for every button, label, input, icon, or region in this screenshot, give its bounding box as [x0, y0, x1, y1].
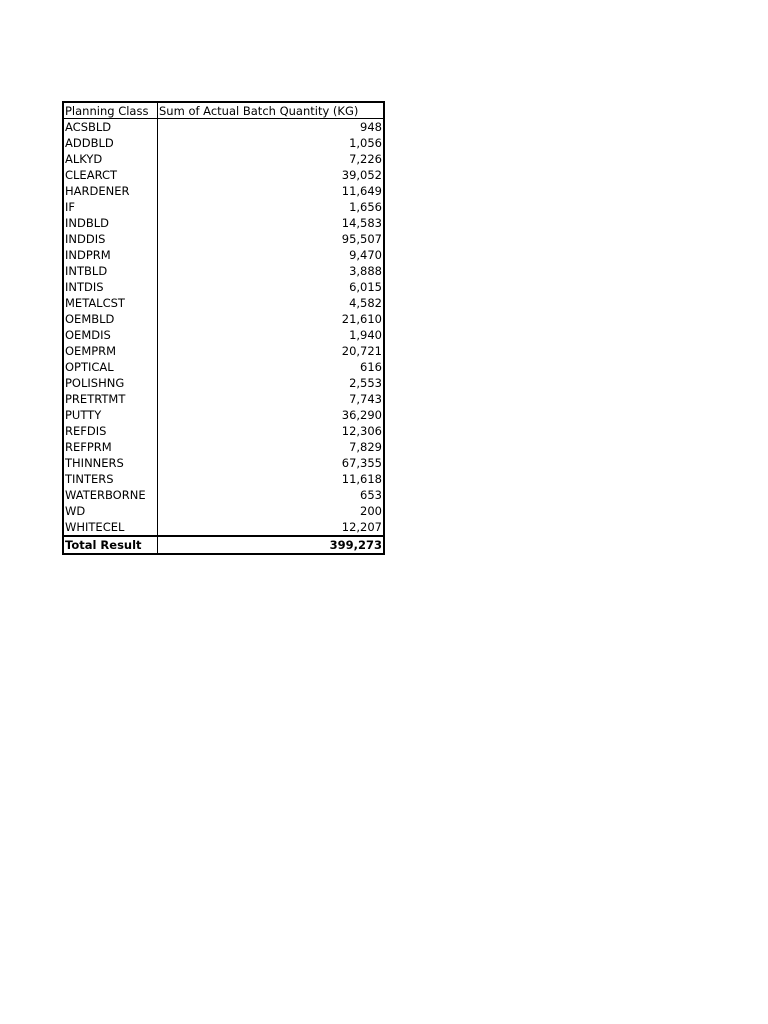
planning-class-cell: INTBLD [64, 263, 158, 279]
table-row [64, 167, 383, 183]
planning-class-cell: CLEARCT [64, 167, 158, 183]
quantity-cell: 3,888 [349, 264, 382, 278]
planning-class-cell: OPTICAL [64, 359, 158, 375]
table-row [64, 519, 383, 535]
planning-class-cell: OEMPRM [64, 343, 158, 359]
quantity-cell: 948 [360, 120, 382, 134]
total-row [64, 535, 383, 553]
planning-class-cell: REFDIS [64, 423, 158, 439]
planning-class-cell: ADDBLD [64, 135, 158, 151]
quantity-cell: 95,507 [341, 232, 382, 246]
table-row [64, 295, 383, 311]
table-row [64, 327, 383, 343]
quantity-cell: 14,583 [341, 216, 382, 230]
planning-class-cell: INDPRM [64, 247, 158, 263]
planning-class-cell: ACSBLD [64, 119, 158, 135]
planning-class-cell: OEMBLD [64, 311, 158, 327]
planning-class-cell: REFPRM [64, 439, 158, 455]
table-row [64, 359, 383, 375]
quantity-cell: 1,056 [349, 136, 382, 150]
quantity-cell: 653 [360, 488, 382, 502]
pivot-table [62, 101, 385, 555]
quantity-cell: 20,721 [341, 344, 382, 358]
quantity-cell: 36,290 [341, 408, 382, 422]
planning-class-cell: METALCST [64, 295, 158, 311]
quantity-cell: 7,829 [349, 440, 382, 454]
planning-class-cell: OEMDIS [64, 327, 158, 343]
quantity-cell: 67,355 [341, 456, 382, 470]
table-row [64, 311, 383, 327]
table-row [64, 231, 383, 247]
quantity-cell: 1,656 [349, 200, 382, 214]
quantity-cell: 6,015 [349, 280, 382, 294]
table-row [64, 375, 383, 391]
quantity-cell: 4,582 [349, 296, 382, 310]
planning-class-cell: ALKYD [64, 151, 158, 167]
table-row [64, 407, 383, 423]
table-row [64, 247, 383, 263]
quantity-cell: 11,618 [341, 472, 382, 486]
planning-class-cell: HARDENER [64, 183, 158, 199]
table-row [64, 439, 383, 455]
quantity-cell: 11,649 [341, 184, 382, 198]
quantity-cell: 7,743 [349, 392, 382, 406]
table-row [64, 151, 383, 167]
planning-class-cell: WATERBORNE [64, 487, 158, 503]
planning-class-cell: INDBLD [64, 215, 158, 231]
quantity-cell: 12,306 [341, 424, 382, 438]
table-row [64, 487, 383, 503]
planning-class-cell: WHITECEL [64, 519, 158, 535]
table-row [64, 423, 383, 439]
table-body [64, 119, 383, 535]
planning-class-cell: INTDIS [64, 279, 158, 295]
table-row [64, 119, 383, 135]
planning-class-cell: INDDIS [64, 231, 158, 247]
table-row [64, 199, 383, 215]
quantity-cell: 39,052 [341, 168, 382, 182]
quantity-cell: 616 [360, 360, 382, 374]
table-header-row [64, 103, 383, 119]
header-quantity: Sum of Actual Batch Quantity (KG) [159, 104, 359, 118]
planning-class-cell: TINTERS [64, 471, 158, 487]
table-row [64, 135, 383, 151]
planning-class-cell: PRETRTMT [64, 391, 158, 407]
quantity-cell: 9,470 [349, 248, 382, 262]
table-row [64, 471, 383, 487]
quantity-cell: 2,553 [349, 376, 382, 390]
planning-class-cell: THINNERS [64, 455, 158, 471]
quantity-cell: 12,207 [341, 520, 382, 534]
quantity-cell: 1,940 [349, 328, 382, 342]
total-quantity: 399,273 [329, 538, 382, 552]
quantity-cell: 7,226 [349, 152, 382, 166]
planning-class-cell: POLISHNG [64, 375, 158, 391]
table-row [64, 503, 383, 519]
table-row [64, 183, 383, 199]
planning-class-cell: PUTTY [64, 407, 158, 423]
planning-class-cell: WD [64, 503, 158, 519]
quantity-cell: 200 [360, 504, 382, 518]
planning-class-cell: IF [64, 199, 158, 215]
table-row [64, 391, 383, 407]
header-planning-class: Planning Class [64, 103, 158, 119]
table-row [64, 343, 383, 359]
table-row [64, 455, 383, 471]
quantity-cell: 21,610 [341, 312, 382, 326]
table-row [64, 263, 383, 279]
table-row [64, 279, 383, 295]
total-label: Total Result [64, 537, 158, 553]
table-row [64, 215, 383, 231]
